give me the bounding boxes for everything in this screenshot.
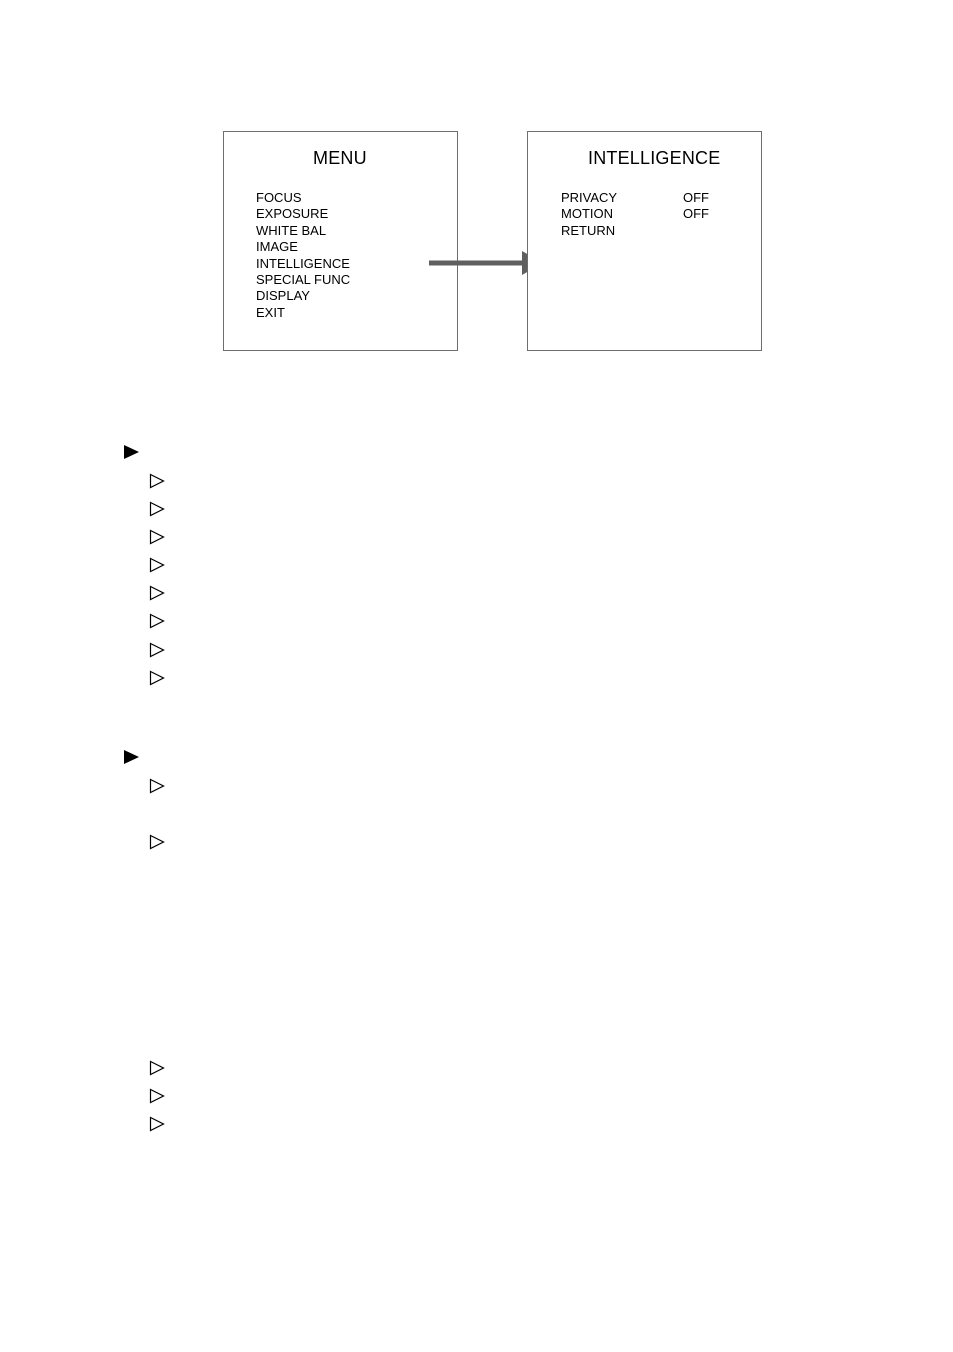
menu-item-intelligence: INTELLIGENCE [256,255,350,271]
outline-triangle-bullet-icon [148,1087,166,1105]
outline-triangle-bullet-icon [148,584,166,602]
outline-triangle-bullet-icon [148,641,166,659]
menu-item-focus: FOCUS [256,190,302,205]
outline-triangle-bullet-icon [148,669,166,687]
intelligence-item-list [561,190,617,239]
filled-triangle-bullet-icon [122,748,140,766]
outline-triangle-bullet-icon [148,777,166,795]
menu-item-display: DISPLAY [256,288,310,304]
motion-value: OFF [683,206,709,222]
menu-item-exit: EXIT [256,304,285,320]
intelligence-item-return: RETURN [561,222,616,238]
intelligence-item-privacy: PRIVACY [561,190,618,205]
menu-item-image: IMAGE [256,239,298,255]
outline-triangle-bullet-icon [148,1059,166,1077]
outline-triangle-bullet-icon [148,500,166,518]
outline-triangle-bullet-icon [148,833,166,851]
menu-item-exposure: EXPOSURE [256,206,329,222]
privacy-value: OFF [683,190,709,205]
menu-item-white-bal: WHITE BAL [256,222,327,238]
outline-triangle-bullet-icon [148,556,166,574]
filled-triangle-bullet-icon [122,443,140,461]
intelligence-menu-box [527,131,762,351]
outline-triangle-bullet-icon [148,528,166,546]
menu-title: MENU [313,148,367,168]
intelligence-value-list [683,190,709,223]
outline-triangle-bullet-icon [148,472,166,490]
main-menu-box [223,131,458,351]
intelligence-item-motion: MOTION [561,206,613,222]
outline-triangle-bullet-icon [148,612,166,630]
outline-triangle-bullet-icon [148,1115,166,1133]
intelligence-title: INTELLIGENCE [588,148,721,168]
menu-item-special-func: SPECIAL FUNC [256,272,351,288]
menu-item-list [256,190,350,321]
